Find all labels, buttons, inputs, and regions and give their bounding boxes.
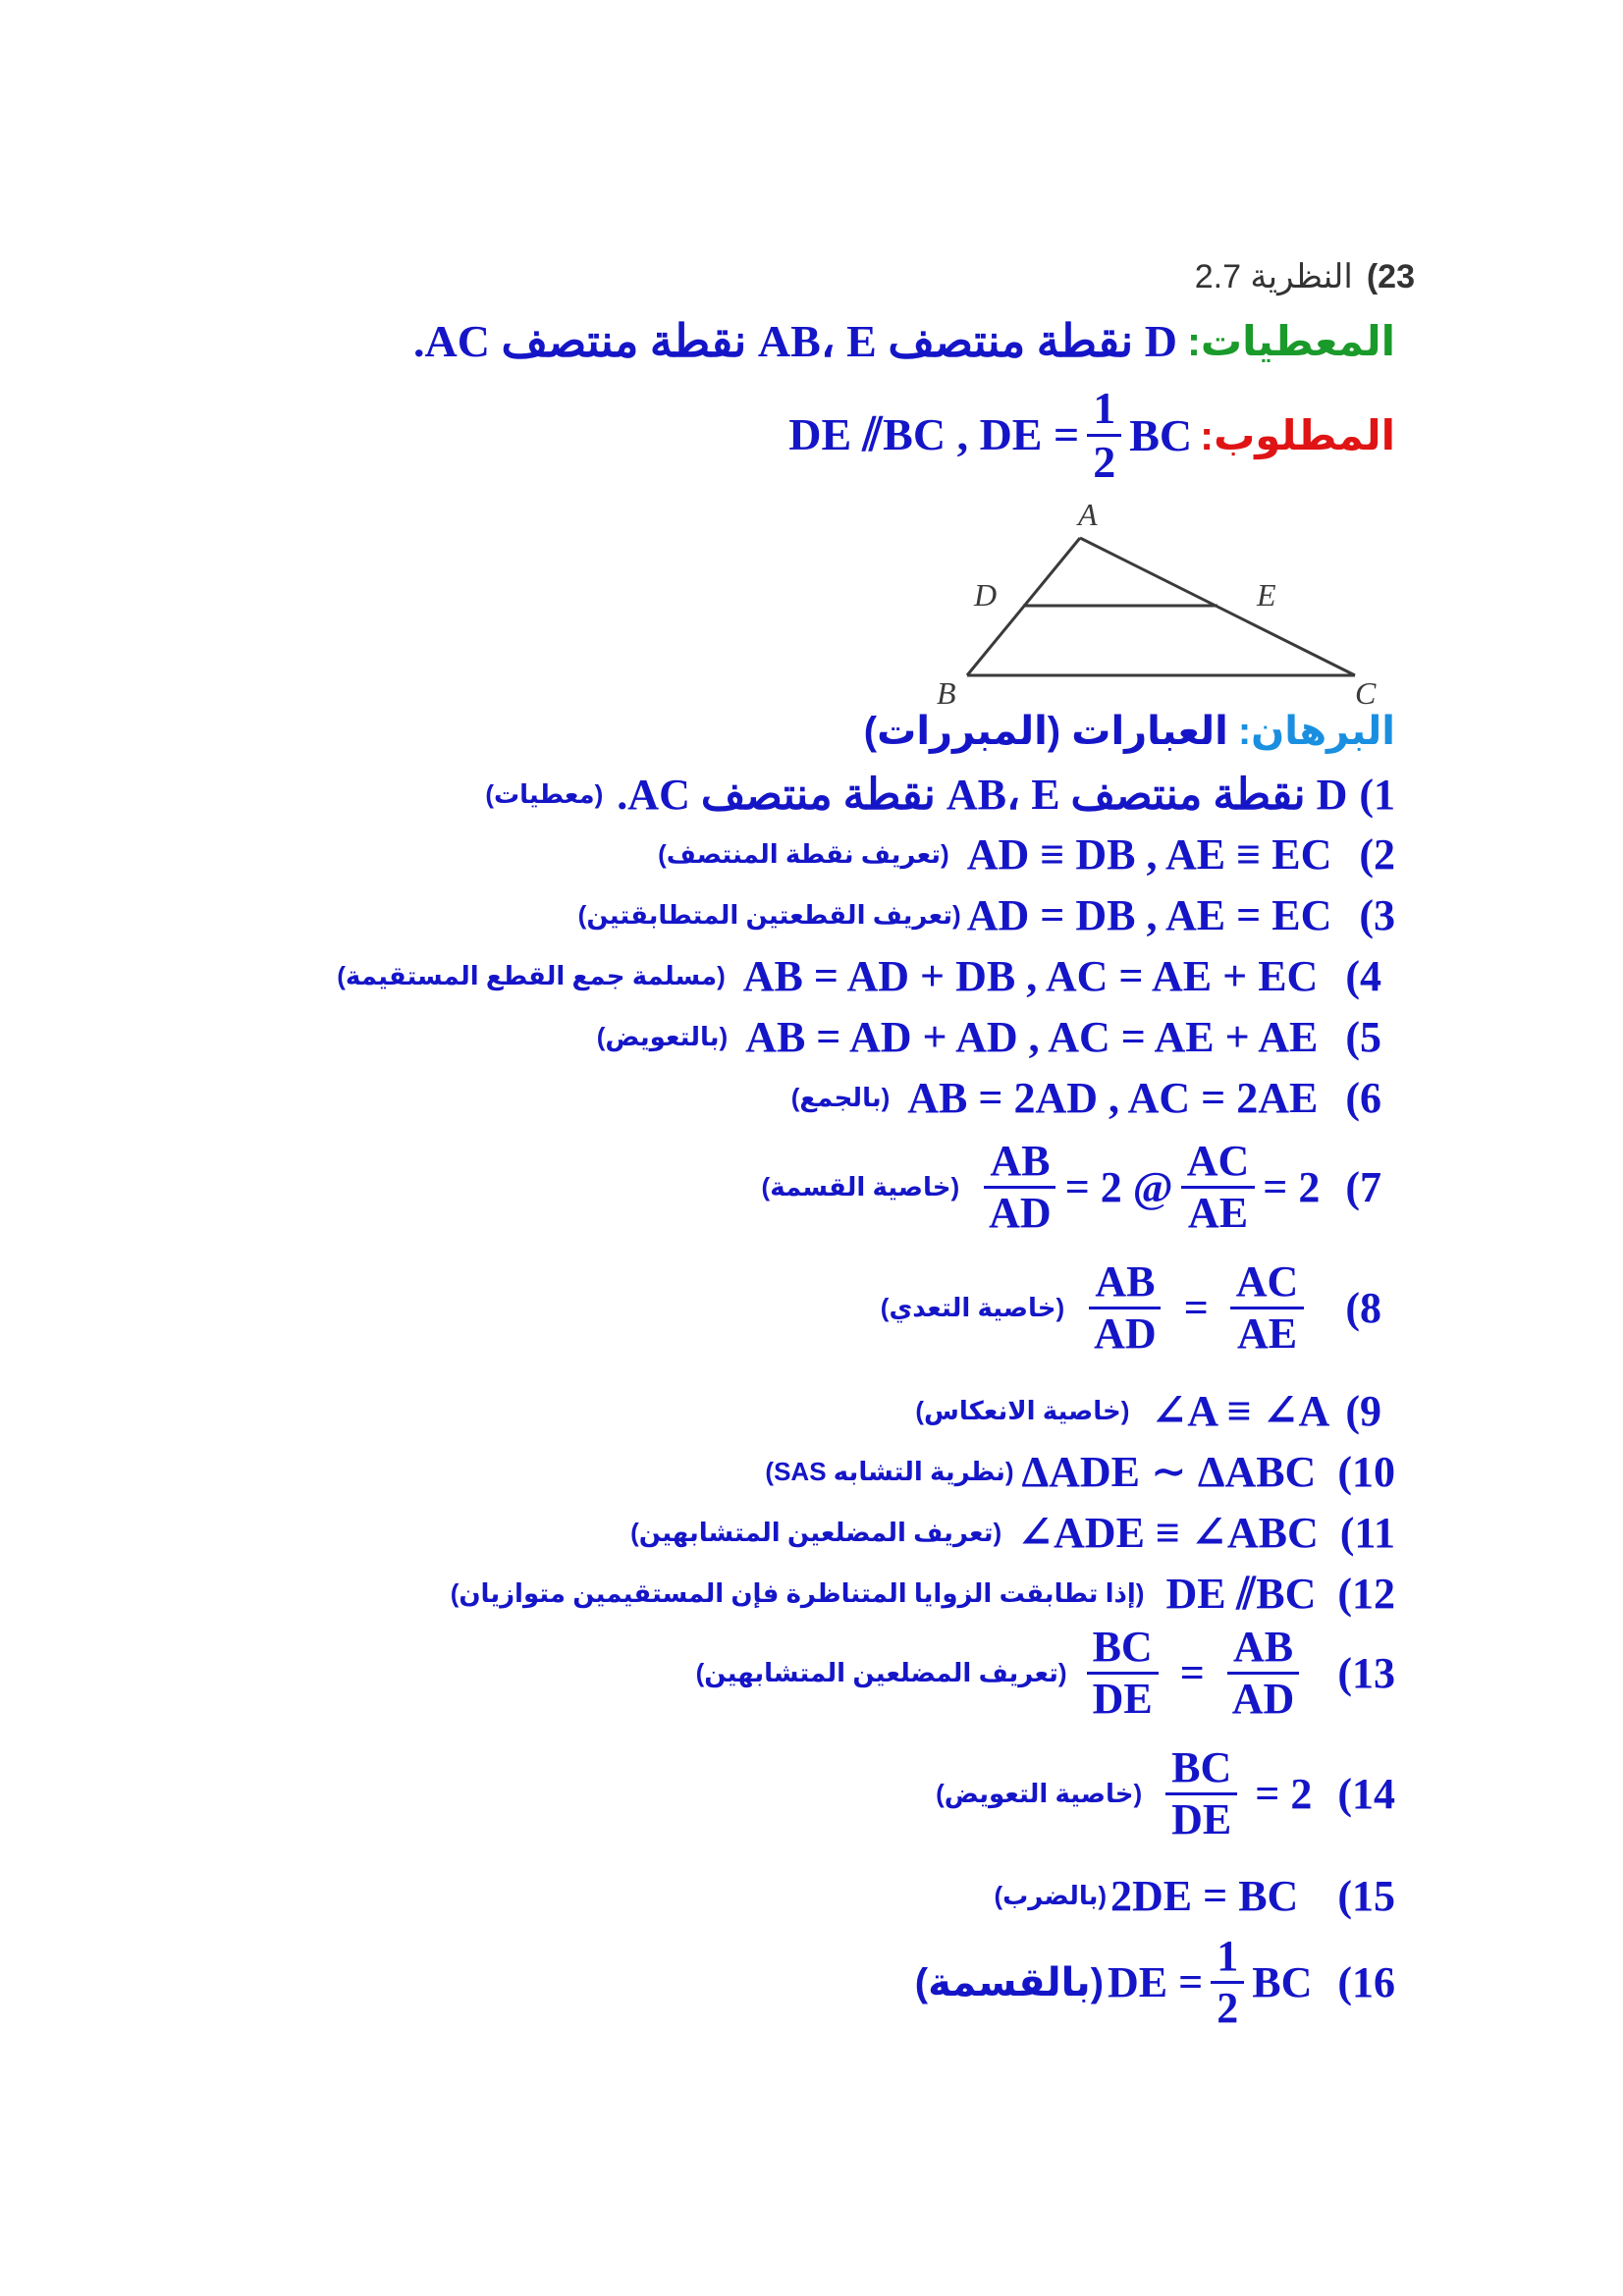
fraction-denominator: 2 xyxy=(1217,1984,1239,2033)
required-post: BC xyxy=(1129,410,1193,461)
required-line xyxy=(788,385,1395,487)
triangle-figure xyxy=(923,496,1414,712)
step-justification: (بالتعويض) xyxy=(596,1022,729,1051)
vertex-label-c: C xyxy=(1355,675,1377,711)
given-text: D نقطة منتصف AB، E نقطة منتصف AC. xyxy=(413,316,1177,366)
step-justification: (خاصية القسمة) xyxy=(761,1172,960,1202)
step-justification: (إذا تطابقت الزوايا المتناظرة فإن المستقيمين متوازيان) xyxy=(450,1578,1145,1608)
step-number: (6 xyxy=(1345,1074,1381,1122)
fraction-numerator: BC xyxy=(1165,1745,1237,1795)
proof-step-8 xyxy=(881,1259,1381,1357)
step-number: (13 xyxy=(1337,1649,1395,1698)
theorem-label: النظرية 2.7 xyxy=(1194,258,1353,295)
fraction xyxy=(1211,1934,1244,2031)
step-result: = 2 xyxy=(1255,1770,1313,1819)
step-expression xyxy=(1158,1745,1312,1842)
proof-step-12 xyxy=(451,1569,1395,1619)
proof-step-6 xyxy=(791,1073,1381,1123)
step-justification: (تعريف المضلعين المتشابهين) xyxy=(695,1658,1067,1688)
step-number: (5 xyxy=(1345,1013,1381,1061)
proof-step-4 xyxy=(337,951,1381,1001)
vertex-label-a: A xyxy=(1078,497,1098,532)
proof-step-11 xyxy=(630,1508,1395,1558)
step-operator: = xyxy=(1183,1284,1209,1333)
proof-step-3 xyxy=(578,890,1395,940)
step-justification: (تعريف المضلعين المتشابهين) xyxy=(630,1518,1002,1547)
fraction-numerator: AC xyxy=(1181,1139,1256,1189)
step-justification: (خاصية الانعكاس) xyxy=(915,1396,1130,1425)
fraction xyxy=(1087,1625,1159,1722)
step-expression: 2DE = BC xyxy=(1110,1872,1299,1920)
step-justification: (بالجمع) xyxy=(790,1083,891,1112)
given-line xyxy=(413,314,1395,367)
proof-step-9 xyxy=(915,1386,1381,1436)
step-justification: (نظرية التشابه SAS) xyxy=(765,1457,1014,1486)
fraction-denominator: 2 xyxy=(1093,437,1116,488)
step-number: (2 xyxy=(1359,830,1395,879)
fraction xyxy=(1226,1625,1301,1722)
step-justification: (تعريف نقطة المنتصف) xyxy=(658,839,949,869)
step-justification: (مسلمة جمع القطع المستقيمة) xyxy=(337,961,726,990)
step-expression: ∠ADE ≡ ∠ABC xyxy=(1017,1509,1319,1557)
fraction-numerator: AB xyxy=(1227,1625,1299,1675)
fraction-denominator: AD xyxy=(1094,1309,1157,1359)
proof-header xyxy=(864,709,1395,754)
step-justification: (معطيات) xyxy=(485,779,604,809)
proof-step-16 xyxy=(915,1934,1395,2031)
proof-step-13 xyxy=(696,1625,1395,1722)
step-expression: AB = AD + AD , AC = AE + AE xyxy=(745,1013,1319,1061)
vertex-label-e: E xyxy=(1257,577,1276,613)
proof-step-15 xyxy=(994,1871,1395,1921)
step-number: (10 xyxy=(1337,1448,1395,1496)
given-label: المعطيات: xyxy=(1186,317,1395,364)
required-expression xyxy=(788,385,1192,487)
step-number: (8 xyxy=(1345,1284,1381,1333)
fraction xyxy=(983,1139,1057,1236)
step-number: (11 xyxy=(1339,1509,1395,1557)
proof-step-1 xyxy=(485,770,1395,820)
fraction xyxy=(1181,1139,1256,1236)
vertex-label-b: B xyxy=(937,675,956,711)
fraction-numerator: AB xyxy=(984,1139,1055,1189)
step-expression xyxy=(975,1139,1320,1236)
step-number: (3 xyxy=(1359,891,1395,939)
step-expression xyxy=(1079,1625,1309,1722)
step-expression xyxy=(1108,1934,1312,2031)
fraction-numerator: 1 xyxy=(1211,1934,1244,1984)
step-number: (15 xyxy=(1337,1872,1395,1920)
problem-number: 23) xyxy=(1366,257,1415,295)
fraction-denominator: AE xyxy=(1237,1309,1298,1359)
fraction-denominator: AE xyxy=(1187,1189,1249,1238)
step-number: 1) xyxy=(1359,771,1395,819)
vertex-label-d: D xyxy=(974,577,998,613)
proof-step-5 xyxy=(597,1012,1381,1062)
fraction-numerator: AC xyxy=(1230,1259,1305,1309)
proof-step-2 xyxy=(658,829,1395,880)
proof-step-14 xyxy=(936,1745,1395,1842)
required-pre: DE ⫽BC , DE = xyxy=(788,409,1080,460)
step-number: (14 xyxy=(1337,1770,1395,1819)
fraction-numerator: 1 xyxy=(1087,385,1121,437)
step-number: (16 xyxy=(1337,1958,1395,2007)
step-justification: (تعريف القطعتين المتطابقتين) xyxy=(577,900,961,930)
fraction-denominator: AD xyxy=(1231,1675,1295,1724)
step-result: = 2 xyxy=(1263,1163,1321,1212)
step-expression: AB = 2AD , AC = 2AE xyxy=(907,1074,1319,1122)
step-number: (4 xyxy=(1345,952,1381,1000)
fraction-numerator: AB xyxy=(1089,1259,1161,1309)
step-number: (9 xyxy=(1345,1387,1381,1435)
step-operator: = xyxy=(1179,1649,1205,1698)
proof-title: العبارات (المبررات) xyxy=(863,710,1228,753)
step-expression: DE ⫽BC xyxy=(1165,1570,1317,1618)
step-operator: = 2 @ xyxy=(1064,1163,1173,1212)
step-expression: ∠A ≡ ∠A xyxy=(1151,1387,1330,1435)
step-justification: (بالضرب) xyxy=(994,1881,1108,1910)
proof-label: البرهان: xyxy=(1237,710,1395,753)
fraction xyxy=(1088,1259,1163,1357)
step-justification: (بالقسمة) xyxy=(914,1960,1105,2004)
required-label: المطلوب: xyxy=(1200,412,1395,459)
step-text: D نقطة منتصف AB، E نقطة منتصف AC. xyxy=(617,771,1348,819)
step-expression: ΔADE ∼ ΔABC xyxy=(1021,1448,1317,1496)
problem-header xyxy=(1195,257,1415,296)
fraction xyxy=(1165,1745,1237,1842)
step-expression: AD ≡ DB , AE ≡ EC xyxy=(966,830,1332,879)
proof-step-7 xyxy=(762,1139,1381,1236)
fraction xyxy=(1230,1259,1305,1357)
proof-step-10 xyxy=(765,1447,1395,1497)
step-justification: (خاصية التعدي) xyxy=(880,1293,1065,1323)
step-expression: AD = DB , AE = EC xyxy=(966,891,1332,939)
fraction-denominator: DE xyxy=(1171,1795,1232,1844)
step-justification: (خاصية التعويض) xyxy=(936,1779,1143,1809)
step-number: (12 xyxy=(1337,1570,1395,1618)
step-expression xyxy=(1080,1259,1312,1357)
required-fraction xyxy=(1087,385,1121,487)
fraction-denominator: AD xyxy=(989,1189,1052,1238)
step-expression: AB = AD + DB , AC = AE + EC xyxy=(742,952,1319,1000)
step-expression-post: BC xyxy=(1252,1958,1313,2007)
step-number: (7 xyxy=(1345,1163,1381,1212)
fraction-denominator: DE xyxy=(1092,1675,1153,1724)
fraction-numerator: BC xyxy=(1087,1625,1159,1675)
step-expression-pre: DE = xyxy=(1108,1958,1204,2007)
